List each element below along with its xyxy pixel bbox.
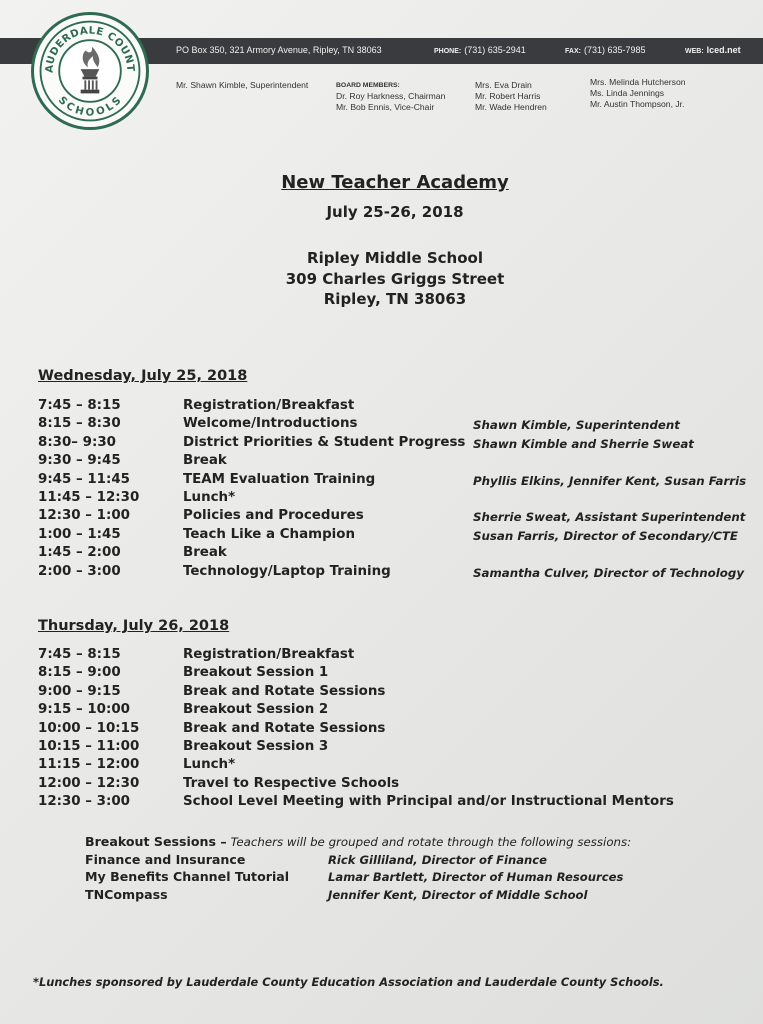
phone-line [434, 45, 526, 55]
schedule-row [38, 545, 738, 563]
board-column-3 [590, 77, 686, 110]
lunch-footnote: *Lunches sponsored by Lauderdale County Education Association and Lauderdale County Schools. [33, 975, 664, 989]
time-slot: 12:30 – 1:00 [38, 508, 130, 524]
page-title: New Teacher Academy [281, 172, 509, 193]
presenter: Samantha Culver, Director of Technology [473, 565, 745, 580]
time-slot: 1:00 – 1:45 [38, 526, 121, 542]
breakout-session-row [85, 852, 705, 870]
board-member: Dr. Roy Harkness, Chairman [336, 91, 446, 101]
schedule-row [38, 435, 738, 453]
fax-label: FAX: [565, 48, 581, 55]
schedule-row [38, 416, 738, 434]
board-caption: BOARD MEMBERS: [336, 82, 400, 89]
district-logo [31, 12, 149, 130]
board-member: Mrs. Melinda Hutcherson [590, 77, 686, 87]
activity: TEAM Evaluation Training [183, 471, 376, 487]
web-line [685, 45, 741, 55]
schedule-row [38, 490, 738, 508]
schedule-row [38, 471, 747, 490]
time-slot: 9:15 – 10:00 [38, 702, 130, 718]
phone-label: PHONE: [434, 48, 462, 55]
time-slot: 8:15 – 8:30 [38, 416, 121, 432]
time-slot: 11:15 – 12:00 [38, 757, 140, 773]
presenter: Susan Farris, Director of Secondary/CTE [473, 528, 738, 543]
schedule-row [38, 757, 738, 775]
address-text: PO Box 350, 321 Armory Avenue, Ripley, TN 38063 [176, 45, 382, 55]
time-slot: 11:45 – 12:30 [38, 489, 140, 505]
board-member: Mr. Wade Hendren [475, 102, 547, 112]
time-slot: 7:45 – 8:15 [38, 647, 121, 662]
activity: Break and Rotate Sessions [183, 683, 386, 699]
board-column-1 [336, 80, 445, 113]
venue-street: 309 Charles Griggs Street [285, 269, 505, 288]
session-presenter: Jennifer Kent, Director of Middle School [328, 887, 588, 902]
schedule-row [38, 739, 738, 757]
activity: District Priorities & Student Progress [183, 434, 466, 450]
session-name: TNCompass [85, 886, 168, 902]
breakout-session-row [85, 887, 705, 905]
schedule-row [38, 527, 738, 545]
presenter: Phyllis Elkins, Jennifer Kent, Susan Farris [473, 473, 747, 488]
activity: Teach Like a Champion [183, 526, 355, 542]
schedule-row [38, 721, 738, 739]
board-member: Mr. Robert Harris [475, 91, 541, 101]
day1-schedule [38, 398, 747, 582]
board-member: Mr. Austin Thompson, Jr. [590, 99, 685, 109]
board-column-2 [475, 80, 547, 113]
time-slot: 10:00 – 10:15 [38, 720, 140, 736]
web-url: lced.net [706, 45, 741, 55]
breakout-session-row [85, 869, 705, 887]
time-slot: 12:00 – 12:30 [38, 775, 140, 791]
phone-number: (731) 635-2941 [464, 45, 526, 55]
session-presenter: Lamar Bartlett, Director of Human Resources [328, 870, 624, 884]
activity: Policies and Procedures [183, 508, 364, 524]
schedule-row [38, 794, 738, 812]
activity: School Level Meeting with Principal and/or Instructional Mentors [183, 794, 674, 810]
schedule-row [38, 508, 746, 526]
time-slot: 12:30 – 3:00 [38, 794, 130, 810]
web-label: WEB: [685, 48, 704, 55]
logo-text-bottom: SCHOOLS [55, 94, 125, 119]
day2-schedule [38, 647, 738, 813]
day1-heading: Wednesday, July 25, 2018 [38, 368, 248, 384]
fax-number: (731) 635-7985 [583, 45, 646, 55]
time-slot: 9:45 – 11:45 [38, 471, 130, 487]
board-member: Ms. Linda Jennings [590, 88, 665, 98]
event-location [0, 248, 763, 310]
venue-city: Ripley, TN 38063 [323, 290, 467, 308]
activity: Registration/Breakfast [183, 398, 355, 413]
schedule-row [38, 647, 738, 665]
activity: Break [183, 545, 227, 561]
torch-seal-icon [34, 15, 146, 127]
time-slot: 8:15 – 9:00 [38, 665, 121, 681]
activity: Break [183, 453, 227, 469]
activity: Breakout Session 1 [183, 665, 329, 681]
activity: Breakout Session 3 [183, 738, 329, 754]
schedule-row [38, 453, 738, 471]
schedule-row [38, 702, 738, 720]
schedule-row [38, 563, 745, 582]
breakout-note: Teachers will be grouped and rotate through the following sessions: [230, 835, 632, 849]
breakout-label: Breakout Sessions – [85, 834, 227, 849]
time-slot: 1:45 – 2:00 [38, 545, 121, 561]
event-dates: July 25-26, 2018 [326, 203, 464, 221]
fax-line [565, 45, 646, 55]
presenter: Shawn Kimble and Sherrie Sweat [473, 436, 694, 451]
time-slot: 2:00 – 3:00 [38, 563, 121, 579]
presenter: Sherrie Sweat, Assistant Superintendent [473, 510, 746, 525]
time-slot: 10:15 – 11:00 [38, 738, 140, 754]
schedule-row [38, 665, 738, 683]
time-slot: 9:30 – 9:45 [38, 453, 121, 469]
presenter: Shawn Kimble, Superintendent [473, 418, 680, 433]
activity: Technology/Laptop Training [183, 563, 391, 579]
activity: Breakout Session 2 [183, 702, 329, 718]
session-presenter: Rick Gilliland, Director of Finance [328, 852, 548, 867]
venue-name: Ripley Middle School [307, 249, 483, 267]
activity: Welcome/Introductions [183, 416, 358, 432]
logo-text-top: AUDERDALE COUNT [43, 24, 137, 74]
breakout-header [85, 834, 705, 852]
time-slot: 7:45 – 8:15 [38, 398, 121, 413]
session-name: Finance and Insurance [85, 851, 246, 867]
time-slot: 9:00 – 9:15 [38, 683, 121, 699]
activity: Lunch* [183, 489, 236, 505]
breakout-sessions [85, 834, 705, 904]
schedule-row [38, 776, 738, 794]
activity: Travel to Respective Schools [183, 775, 400, 791]
superintendent-name: Mr. Shawn Kimble, Superintendent [176, 80, 309, 90]
time-slot: 8:30– 9:30 [38, 434, 116, 450]
day2-heading: Thursday, July 26, 2018 [38, 618, 230, 634]
board-member: Mr. Bob Ennis, Vice-Chair [336, 102, 435, 112]
schedule-row [38, 684, 738, 702]
activity: Lunch* [183, 757, 236, 773]
board-member: Mrs. Eva Drain [475, 80, 532, 90]
activity: Break and Rotate Sessions [183, 720, 386, 736]
activity: Registration/Breakfast [183, 647, 355, 662]
schedule-row [38, 398, 738, 416]
session-name: My Benefits Channel Tutorial [85, 869, 290, 884]
